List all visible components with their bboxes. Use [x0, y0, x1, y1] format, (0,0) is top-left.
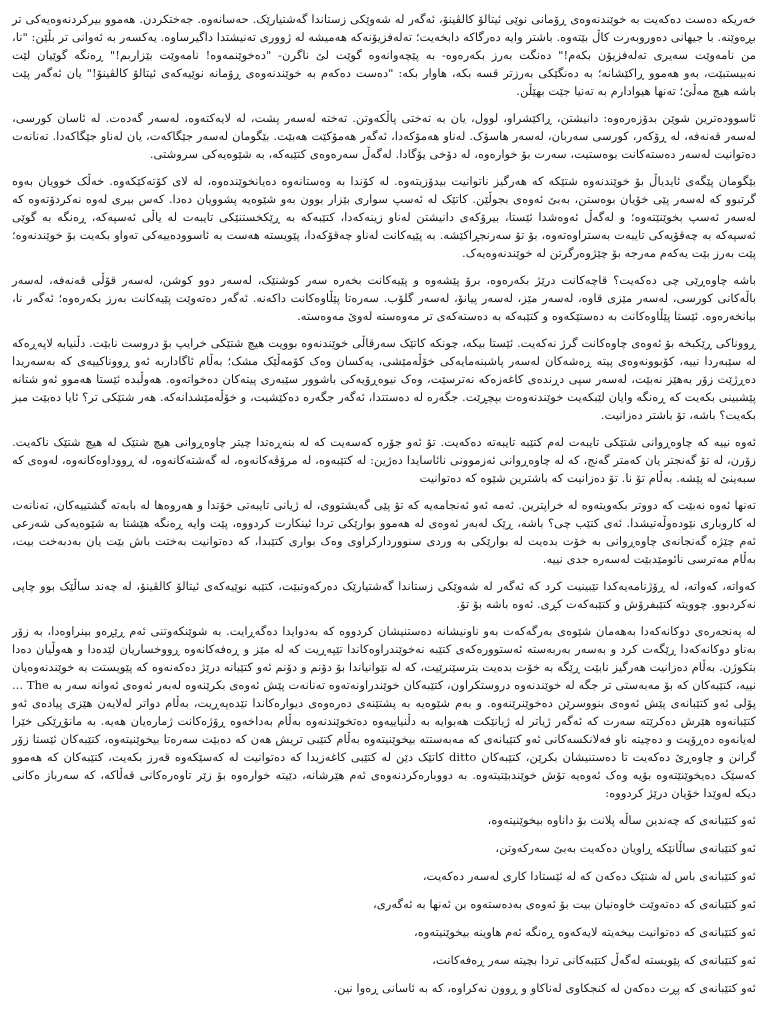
- paragraph: ڕووناکی ڕێکبخە بۆ ئەوەی چاوەکانت گرژ نەکەیت. ئێستا بیکە، چونکە کاتێک سەرقاڵی خوێندنەوە بوویت هیچ شتێکی خرایپ بۆ دروست نابێت. دڵنیابە لاپەڕەکە لە سێبەردا نییە، کۆبوونەوەی پیتە ڕەشەکان لەسەر پاشبنەمایەکی خۆڵەمێشی، یەکسان وەک کۆمەڵێک مشک؛ بەڵام ئاگاداربە ئەو ڕووناکییەی کە بەسەریدا دەڕژێت زۆر بەهێز نەبێت، لەسەر سپی دڕندەی کاغەزەکە نەترسێت، وەک نیوەڕۆیەکی باشوور سێبەری پیتەکان دەخواتەوە. هەوڵبدە ئێستا هەموو ئەو شتانە پێشبینی بکەیت کە ڕەنگە وایان لێبکەیت خوێندنەوەت بپچڕێت. جگەرە لە دەستتدا، ئەگەر جگەرە دەکێشیت، و خۆڵەمێشدانەکە. هەر شتێکی تر؟ ئایا دەبێت میز بکەیت؟ باشە، تۆ باشتر دەزانیت.: [12, 336, 756, 422]
- book-list: [12, 811, 756, 997]
- paragraph: تەنها ئەوە نەبێت کە دووتر بکەویتەوە لە خراپترین. ئەمە ئەو ئەنجامەیە کە تۆ پێی گەیشتووی، لە ژیانی تایبەتی خۆتدا و هەروەها لە بابەتە گشتییەکان، تەنانەت لە کاروباری نێودەوڵەتیشدا. ئەی کتێب چی؟ باشە، ڕێک لەبەر ئەوەی لە هەموو بوارێکی تردا ئینکارت کردووە، پێت وایە ڕەنگە هێشتا بە شێوەیەکی شەرعی ئەم چێژە گەنجانەی چاوەڕوانی بە خۆت بدەیت لە بوارێکی بە وردی سنووردارکراوی وەک بواری کتێبدا، کە دەتوانیت بەختت باش بێت یان بەدبەخت بیت، بەڵام مەترسی نائومێدبێت لەسەرە جدی نییە.: [12, 498, 756, 566]
- list-item: ئەو کتێبانەی کە دەتەوێت خاوەنیان بیت بۆ ئەوەی بەدەستەوە بن ئەنها بە ئەگەری،: [372, 897, 756, 911]
- paragraph: کەواتە، کەواتە، لە ڕۆژنامەیەکدا تێبینیت کرد کە ئەگەر لە شەوێکی زستاندا گەشتیارێک دەرکەوتبێت، کتێبە نوێیەکەی ئیتالۆ کالڤینۆ، لە چەند ساڵێک بوو چاپی نەکردبوو. چوویتە کتێبفرۆش و کتێبەکەت کڕی. ئەوە باشە بۆ تۆ.: [12, 579, 756, 611]
- list-item: ئەو کتێبانەی کە پڕت دەکەن لە کنجکاوی لەناکاو و ڕوون نەکراوە، کە بە ئاسانی ڕەوا نین.: [333, 981, 756, 995]
- paragraph: ئاسوودەترین شوێن بدۆزەرەوە: دانیشتن، ڕاکێشراو، لوول، یان بە تەختی پاڵکەوتن. تەختە لەسەر پشت، لە لایەکتەوە، لەسەر گەدەت. لە ئاسان کورسی، لەسەر قەنەفە، لە ڕۆکەر، کورسی سەربان، لەسەر هاسۆک. لەناو هەمۆکەدا، ئەگەر هەمۆکێت هەبێت. بێگومان لەسەر جێگاکەت، یان لەناو جێگاکەدا. تەنانەت دەتوانیت لەسەر دەستەکانت بوەستیت، سەرت بۆ خوارەوە، لە دۆخی یۆگادا. لەگەڵ سەرەوەی کتێبەکە، بە شێوەیەکی سروشتی.: [12, 111, 756, 161]
- list-item: ئەو کتێبانەی کە دەتوانیت بیخەیتە لایەکەوە ڕەنگە ئەم هاوینە بیخوێنیتەوە،: [414, 925, 756, 939]
- paragraph: بێگومان پێگەی ئایدیاڵ بۆ خوێندنەوە شتێکە کە هەرگیز ناتوانیت بیدۆزیتەوە. لە کۆندا بە وەستانەوە دەیانخوێندەوە، لە لای کۆتەکێکەوە. خەڵک خوویان بەوە گرتبوو کە لەسەر پێی خۆیان بوەستن، بەبێ ئەوەی بجوڵێن. کاتێک لە ئەسپ سواری بێزار بوون بەو شێوەیە پشوویان دەدا. کەس بیری لەوە نەکردۆتەوە کە لەسەر ئەسپ بخوێنێتەوە؛ و لەگەڵ ئەوەشدا ئێستا، بیرۆکەی دانیشتن لەناو زینەکەدا، کتێبەکە بە ڕێکخستنێکی تایبەت لە یاڵی ئەسپەکە، ڕەنگە بە گوێی ئەسپەکە بە چەقۆیەکی تایبەت بەستراوەتەوە، بۆ تۆ سەرنجڕاکێشە. بە پێیەکانت لەناو چەقۆکەدا، پێویستە هەست بە ئاسوودەییەکی تەواو بکەیت بۆ خوێندنەوە؛ پێت بەرز بێت یەکەم مەرجە بۆ چێژوەرگرتن لە خوێندنەوەیەک.: [12, 174, 756, 260]
- paragraph: ئەوە نییە کە چاوەڕوانی شتێکی تایبەت لەم کتێبە تایبەتە دەکەیت. تۆ ئەو جۆرە کەسەیت کە لە بنەڕەتدا چیتر چاوەڕوانی هیچ شتێک لە هیچ شتێک ناکەیت. زۆرن، لە تۆ گەنجتر یان کەمتر گەنج، کە لە چاوەڕوانی ئەزموونی نائاسایدا دەژین: لە کتێبەوە، لە مرۆڤەکانەوە، لە گەشتەکانەوە، لە ڕووداوەکانەوە، لەوەی کە سبەینێ لە پێشە. بەڵام تۆ نا. تۆ دەزانیت کە باشترین شێوە کە دەتوانیت: [12, 435, 756, 485]
- list-item: ئەو کتێبانەی باس لە شتێک دەکەن کە لە ئێستادا کاری لەسەر دەکەیت،: [422, 869, 756, 883]
- list-item: ئەو کتێبانەی کە پێویستە لەگەڵ کتێبەکانی تردا بچیتە سەر ڕەفەکانت،: [432, 953, 756, 967]
- list-item: ئەو کتێبانەی کە چەندین ساڵە پلانت بۆ داناوە بیخوێنیتەوە،: [487, 813, 756, 827]
- paragraph: باشە چاوەڕێی چی دەکەیت؟ قاچەکانت درێژ بکەرەوە، برۆ پێشەوە و پێیەکانت بخەرە سەر کوشنێک، لەسەر دوو کوشن، لەسەر قۆڵی قەنەفە، لەسەر باڵەکانی کورسی، لەسەر مێزی قاوە، لەسەر مێز، لەسەر پیانۆ، لەسەر گلۆب. سەرەتا پێڵاوەکانت داکەنە. ئەگەر دەتەوێت پێیەکانت بەرز بکەرەوە؛ ئەگەر نا، بیانخەرەوە. ئێستا پێڵاوەکانت بە دەستێکەوە و کتێبەکە بە دەستەکەی تر مەوەستە لەوێ مەوەستە.: [12, 273, 756, 323]
- paragraph: لە پەنجەرەی دوکانەکەدا بەھەمان شێوەی بەرگەکەت بەو ناونیشانە دەستنیشان کردووە کە بەدوایدا دەگەڕایت. بە شوێنکەوتنی ئەم ڕێڕەو بینراوەدا، بە زۆر بەناو دوکانەکەدا ڕێگەت کرد و بەسەر بەربەستە ئەستوورەکەی کتێبە نەخوێندراوەکاندا تێپەڕیت کە لە مێز و ڕەفەکانەوە ڕووخساریان لێدەدا و هەوڵیان دەدا بتکوژن. بەڵام دەزانیت هەرگیز نابێت ڕێگە بە خۆت بدەیت بترسێنرێیت، کە لە نێوانیاندا بۆ دۆنم و دۆنم ئەو کتێبانە درێژ دەکەنەوە کە پێویستت بە خوێندنەوەیان نییە، کتێبەکان کە بۆ مەبەستی تر جگە لە خوێندنەوە دروستکراون، کتێبەکان خوێندراونەتەوە تەنانەت پێش ئەوەی بکرێنەوە لەبەر ئەوەی ئەوانە سەر بە The ... پۆلی ئەو کتێبانەی پێش ئەوەی بنووسرێن دەخوێنرێنەوە. و بەم شێوەیە بە پشتێنەی دەرەوەی دیوارەکاندا تێدەپەڕیت، بەڵام دواتر لەلایەن هێزی پیادەی ئەو کتێبانەوە هێرش دەکرێتە سەرت کە ئەگەر ژیاتر لە ژیانێکت هەبوایە بە دڵنیاییەوە دەتخوێندنەوە بەڵام بەداخەوە ڕۆژەکانت ژمارەیان هەیە. بە مانۆڕێکی خێرا لەیانەوە دەڕۆیت و دەچیتە ناو فەلانکسەکانی ئەو کتێبانەی کە مەبەستتە بیخوێنیتەوە بەڵام کتێبی تریش هەن کە دەبێت سەرەتا بیخوێنیتەوە، کتێبەکان ئێستا زۆر گرانن و چاوەڕێ دەکەیت تا دەستنیشان بکرێن، کتێبەکان ditto کاتێک دێن لە کتێبی کاغەزیدا کە دەتوانیت لە کەسێکەوە قەرز بکەیت، کتێبەکان کە هەموو کەسێک دەیخوێنێتەوە بۆیە وەک ئەوەیە تۆش خوێندبێتیتەوە. بە دووبارەکردنەوەی ئەم هێرشانە، دێیتە خوارەوە بۆ زێر تاوەرەکانی قەڵاکە، کە سەرباز ەکانی دیکە لەوێدا خۆیان درێژ کردووە:: [12, 624, 756, 800]
- list-item: ئەو کتێبانەی ساڵانێکە ڕاویان دەکەیت بەبێ سەرکەوتن،: [495, 841, 756, 855]
- paragraph: خەریکە دەست دەکەیت بە خوێندنەوەی ڕۆمانی نوێی ئیتالۆ کالڤینۆ، ئەگەر لە شەوێکی زستاندا گەشتیارێک. حەسانەوە. جەختکردن. هەموو بیرکردنەوەیەکی تر بڕەوێنە. با جیهانی دەوروبەرت کاڵ بێتەوە. باشتر وایە دەرگاکە دابخەیت؛ تەلەفزیۆنەکە هەمیشە لە ژووری تەنیشتدا داگیرساوە. یەکسەر بە ئەوانی تر بڵێن: "نا، من نامەوێت سەیری تەلەفزیۆن بکەم!" دەنگت بەرز بکەرەوە- بە پێچەوانەوە گوێت لێ ناگرن- "دەخوێنمەوە! نامەوێت بێزاربم!" ڕەنگە گوێیان لێت نەبیستبێت، بەو هەموو ڕاکێشانە؛ بە دەنگێکی بەرزتر قسە بکە، هاوار بکە: "دەست دەکەم بە خوێندنەوەی ڕۆمانە نوێیەکەی ئیتالۆ کالڤینۆ!" یان ئەگەر پێت باشە هیچ مەڵێ؛ تەنها هیوادارم بە تەنیا جێت بهێڵن.: [12, 12, 756, 98]
